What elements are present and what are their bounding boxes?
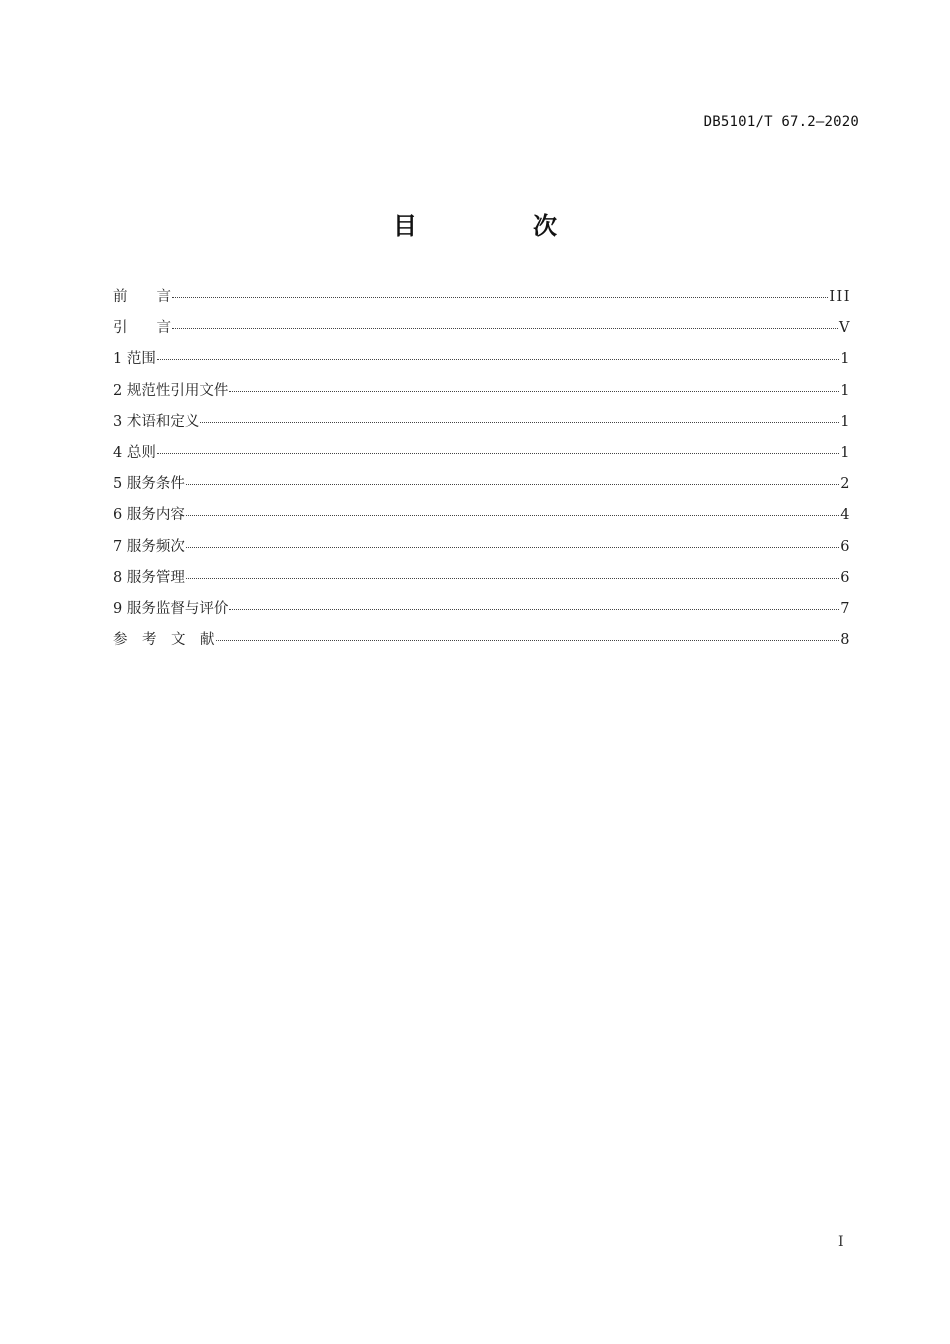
toc-dot-leader (229, 608, 839, 610)
toc-entry-service-content[interactable] (113, 500, 851, 531)
toc-entry-foreword[interactable] (113, 282, 851, 313)
toc-entry-page: 1 (840, 444, 851, 461)
toc-entry-label: 前 言 (113, 289, 171, 305)
toc-entry-label: 1 范围 (113, 351, 156, 368)
toc-entry-page: 1 (840, 413, 851, 430)
toc-entry-service-management[interactable] (113, 563, 851, 594)
toc-dot-leader (157, 358, 839, 360)
toc-entry-normative-references[interactable] (113, 376, 851, 407)
toc-entry-label: 3 术语和定义 (113, 413, 200, 430)
toc-entry-bibliography[interactable] (113, 625, 851, 656)
toc-entry-label: 2 规范性引用文件 (113, 382, 229, 399)
toc-entry-page: III (829, 289, 851, 305)
toc-entry-label: 引 言 (113, 320, 171, 337)
toc-entry-supervision-evaluation[interactable] (113, 594, 851, 625)
toc-dot-leader (200, 421, 839, 423)
toc-entry-service-frequency[interactable] (113, 532, 851, 563)
toc-entry-terms-definitions[interactable] (113, 407, 851, 438)
toc-entry-page: 6 (840, 538, 851, 555)
toc-entry-page: 7 (840, 600, 851, 617)
toc-entry-scope[interactable] (113, 344, 851, 375)
toc-dot-leader (186, 514, 839, 516)
toc-entry-label: 9 服务监督与评价 (113, 600, 229, 617)
toc-entry-page: 1 (840, 351, 851, 368)
toc-dot-leader (229, 390, 839, 392)
toc-entry-label: 7 服务频次 (113, 538, 185, 555)
page-title: 目 次 (393, 212, 603, 240)
toc-dot-leader (216, 639, 840, 641)
toc-dot-leader (157, 452, 839, 454)
toc-entry-page: 8 (840, 632, 851, 649)
toc-entry-general[interactable] (113, 438, 851, 469)
toc-entry-introduction[interactable] (113, 313, 851, 344)
toc-entry-label: 5 服务条件 (113, 476, 185, 493)
table-of-contents (113, 282, 851, 656)
document-code: DB5101/T 67.2—2020 (703, 114, 859, 130)
toc-entry-page: 6 (840, 569, 851, 586)
toc-entry-page: 4 (840, 507, 851, 524)
toc-entry-label: 参 考 文 献 (113, 632, 215, 649)
toc-entry-page: V (839, 320, 851, 337)
toc-dot-leader (186, 546, 839, 548)
toc-entry-page: 2 (840, 476, 851, 493)
toc-dot-leader (172, 327, 838, 329)
toc-dot-leader (172, 296, 828, 298)
toc-entry-label: 6 服务内容 (113, 507, 185, 524)
toc-entry-page: 1 (840, 382, 851, 399)
toc-entry-label: 8 服务管理 (113, 569, 185, 586)
toc-entry-service-conditions[interactable] (113, 469, 851, 500)
toc-entry-label: 4 总则 (113, 444, 156, 461)
toc-dot-leader (186, 483, 839, 485)
toc-dot-leader (186, 577, 839, 579)
page-number: I (838, 1234, 844, 1250)
